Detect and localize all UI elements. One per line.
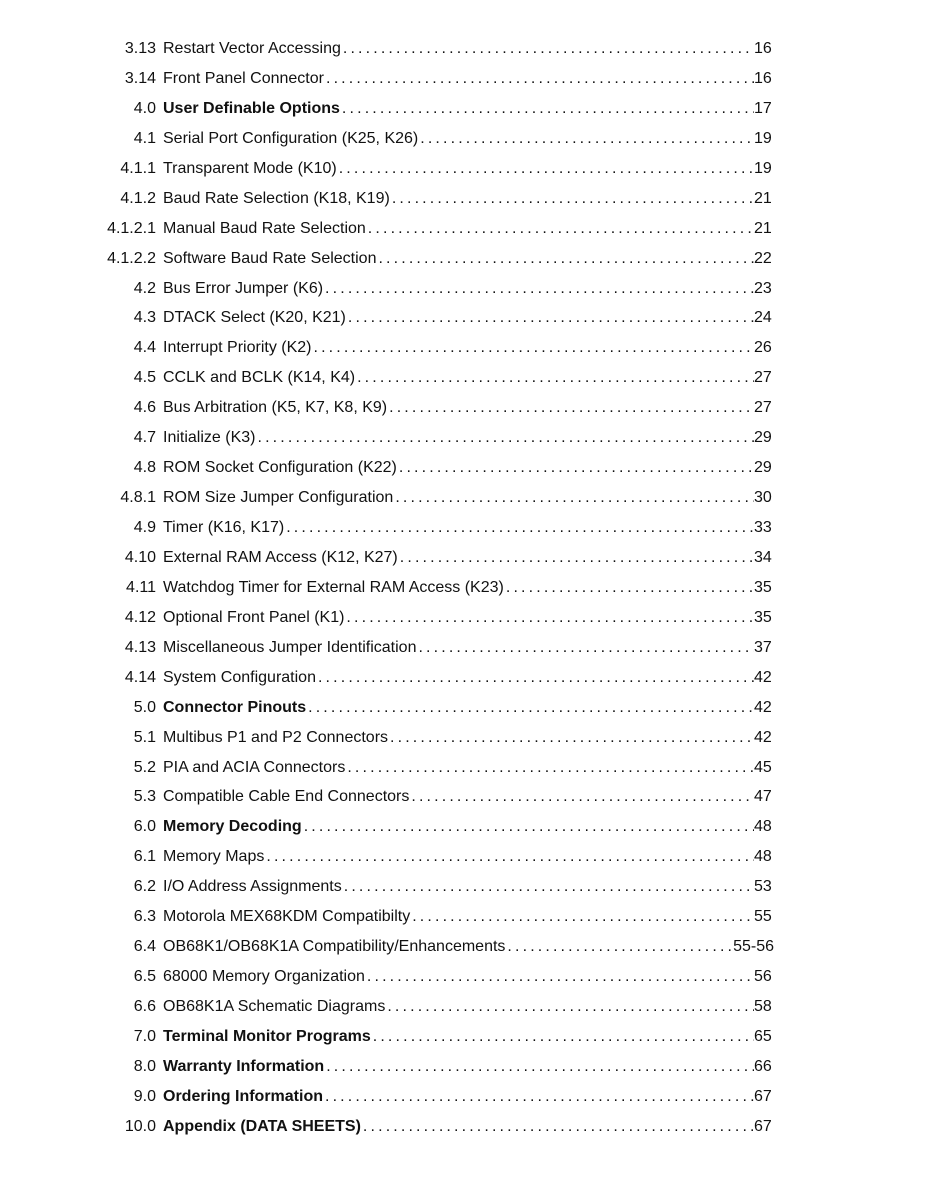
toc-entry: [0, 573, 929, 603]
dot-leader: [399, 453, 754, 483]
dot-leader: [357, 363, 754, 393]
toc-entry-line: [163, 603, 774, 633]
toc-entry: [0, 932, 929, 962]
section-title: System Configuration: [163, 668, 316, 686]
toc-entry: [0, 543, 929, 573]
page-number: 42: [754, 698, 772, 716]
section-title: Compatible Cable End Connectors: [163, 788, 410, 806]
dot-leader: [344, 872, 754, 902]
section-number: 7.0: [133, 1027, 156, 1045]
page-number: 27: [754, 399, 772, 417]
dot-leader: [325, 274, 754, 304]
section-number: 4.8.1: [120, 489, 156, 507]
section-number: 4.13: [124, 638, 156, 656]
dot-leader: [400, 543, 754, 573]
dot-leader: [387, 992, 754, 1022]
toc-entry: [0, 303, 929, 333]
section-number: 6.1: [133, 848, 156, 866]
page-number: 22: [754, 249, 772, 267]
page-number: 27: [754, 369, 772, 387]
section-title: Transparent Mode (K10): [163, 159, 337, 177]
toc-entry-line: [163, 274, 774, 304]
toc-entry: [0, 633, 929, 663]
toc-entry-line: [163, 693, 774, 723]
dot-leader: [395, 483, 754, 513]
toc-entry-line: [163, 1112, 774, 1142]
page-number: 17: [754, 99, 772, 117]
section-title: Optional Front Panel (K1): [163, 608, 345, 626]
toc-entry: [0, 812, 929, 842]
section-title: Front Panel Connector: [163, 69, 324, 87]
page-number: 24: [754, 309, 772, 327]
section-title: Timer (K16, K17): [163, 519, 285, 536]
section-title: Multibus P1 and P2 Connectors: [163, 728, 389, 746]
dot-leader: [326, 1052, 754, 1082]
dot-leader: [348, 303, 754, 333]
page-number: 19: [754, 129, 772, 147]
section-number: 4.11: [126, 578, 156, 596]
section-number: 4.9: [133, 519, 156, 536]
toc-entry-line: [163, 453, 774, 483]
section-title: Interrupt Priority (K2): [163, 339, 312, 357]
section-title: Restart Vector Accessing: [163, 40, 341, 57]
dot-leader: [318, 663, 754, 693]
dot-leader: [308, 693, 754, 723]
page-number: 47: [754, 788, 772, 806]
section-title: CCLK and BCLK (K14, K4): [163, 369, 356, 387]
toc-entry-line: [163, 543, 774, 573]
dot-leader: [392, 184, 754, 214]
page-number: 33: [754, 519, 772, 536]
toc-entry: [0, 1022, 929, 1052]
section-title: Bus Error Jumper (K6): [163, 279, 324, 297]
dot-leader: [420, 124, 754, 154]
dot-leader: [378, 244, 754, 274]
toc-entry-line: [163, 842, 774, 872]
section-number: 4.10: [124, 548, 156, 566]
toc-entry: [0, 423, 929, 453]
toc-entry: [0, 902, 929, 932]
section-number: 4.14: [124, 668, 156, 686]
page-number: 58: [754, 998, 772, 1015]
toc-entry-line: [163, 184, 774, 214]
page-number: 21: [754, 219, 772, 237]
dot-leader: [325, 1082, 754, 1112]
page-number: 23: [754, 279, 772, 297]
toc-entry: [0, 513, 929, 543]
toc-entry-line: [163, 303, 774, 333]
section-number: 4.1.2: [120, 189, 156, 207]
section-title: DTACK Select (K20, K21): [163, 309, 346, 327]
toc-entry-line: [163, 94, 774, 124]
page-number: 53: [754, 878, 772, 896]
page-number: 16: [754, 69, 772, 87]
toc-entry: [0, 124, 929, 154]
page-number: 48: [754, 848, 772, 866]
toc-entry-line: [163, 333, 774, 363]
section-number: 9.0: [133, 1087, 156, 1105]
section-number: 4.1.2.2: [107, 249, 156, 267]
toc-entry: [0, 333, 929, 363]
section-title: Initialize (K3): [163, 429, 256, 447]
page-number: 55: [754, 908, 772, 926]
section-title: Ordering Information: [163, 1087, 323, 1105]
section-number: 4.12: [124, 608, 156, 626]
toc-entry: [0, 244, 929, 274]
table-of-contents: [0, 34, 929, 1142]
toc-entry-line: [163, 663, 774, 693]
toc-entry-line: [163, 962, 774, 992]
toc-entry: [0, 363, 929, 393]
toc-entry: [0, 603, 929, 633]
dot-leader: [266, 842, 754, 872]
dot-leader: [326, 64, 754, 94]
section-number: 4.1.2.1: [107, 219, 156, 237]
toc-entry-line: [163, 244, 774, 274]
toc-entry: [0, 453, 929, 483]
toc-entry-line: [163, 1052, 774, 1082]
toc-entry: [0, 1082, 929, 1112]
dot-leader: [412, 902, 754, 932]
section-title: External RAM Access (K12, K27): [163, 548, 398, 566]
section-title: Memory Decoding: [163, 818, 302, 836]
section-title: Baud Rate Selection (K18, K19): [163, 189, 390, 207]
section-number: 6.4: [133, 938, 156, 956]
toc-entry: [0, 1112, 929, 1142]
page-number: 66: [754, 1057, 772, 1075]
dot-leader: [257, 423, 754, 453]
toc-entry: [0, 992, 929, 1022]
toc-entry-line: [163, 872, 774, 902]
page-number: 26: [754, 339, 772, 357]
section-number: 5.0: [133, 698, 156, 716]
dot-leader: [286, 513, 754, 543]
page-number: 19: [754, 159, 772, 177]
page-number: 34: [754, 548, 772, 566]
section-title: Miscellaneous Jumper Identification: [163, 638, 417, 656]
section-number: 6.2: [133, 878, 156, 896]
dot-leader: [339, 154, 754, 184]
dot-leader: [373, 1022, 754, 1052]
toc-entry-line: [163, 782, 774, 812]
section-number: 4.8: [133, 459, 156, 477]
section-title: Motorola MEX68KDM Compatibilty: [163, 908, 411, 926]
section-number: 5.2: [133, 758, 156, 776]
section-title: User Definable Options: [163, 99, 340, 117]
toc-entry: [0, 663, 929, 693]
section-number: 4.6: [133, 399, 156, 417]
section-title: Connector Pinouts: [163, 698, 307, 716]
toc-entry: [0, 1052, 929, 1082]
dot-leader: [363, 1112, 754, 1142]
dot-leader: [342, 94, 754, 124]
page-number: 67: [754, 1087, 772, 1105]
page-number: 29: [754, 429, 772, 447]
page-number: 48: [754, 818, 772, 836]
section-number: 6.3: [133, 908, 156, 926]
dot-leader: [389, 393, 754, 423]
toc-entry-line: [163, 992, 774, 1022]
page-number: 35: [754, 608, 772, 626]
toc-entry-line: [163, 34, 774, 64]
section-number: 4.0: [133, 99, 156, 117]
section-number: 4.3: [133, 309, 156, 327]
section-title: OB68K1/OB68K1A Compatibility/Enhancements: [163, 938, 506, 956]
page-number: 45: [754, 758, 772, 776]
dot-leader: [313, 333, 754, 363]
toc-entry-line: [163, 513, 774, 543]
page-number: 42: [754, 728, 772, 746]
section-title: Watchdog Timer for External RAM Access (K23): [163, 578, 504, 596]
page-number: 55-56: [733, 938, 774, 956]
toc-entry-line: [163, 64, 774, 94]
toc-entry: [0, 184, 929, 214]
dot-leader: [418, 633, 754, 663]
dot-leader: [390, 723, 754, 753]
section-number: 4.4: [133, 339, 156, 357]
toc-entry-line: [163, 1082, 774, 1112]
section-title: ROM Socket Configuration (K22): [163, 459, 397, 477]
page-number: 30: [754, 489, 772, 507]
dot-leader: [346, 603, 754, 633]
toc-entry-line: [163, 363, 774, 393]
page-number: 56: [754, 968, 772, 986]
dot-leader: [411, 782, 754, 812]
dot-leader: [304, 812, 754, 842]
section-title: 68000 Memory Organization: [163, 968, 365, 986]
toc-entry: [0, 693, 929, 723]
dot-leader: [343, 34, 754, 64]
toc-entry-line: [163, 812, 774, 842]
toc-entry-line: [163, 902, 774, 932]
toc-entry-line: [163, 573, 774, 603]
toc-entry: [0, 842, 929, 872]
section-number: 3.14: [124, 69, 156, 87]
toc-entry: [0, 483, 929, 513]
section-title: OB68K1A Schematic Diagrams: [163, 998, 386, 1015]
toc-entry: [0, 274, 929, 304]
toc-entry-line: [163, 932, 774, 962]
toc-entry-line: [163, 483, 774, 513]
section-title: Appendix (DATA SHEETS): [163, 1117, 361, 1135]
section-number: 6.5: [133, 968, 156, 986]
section-number: 10.0: [124, 1117, 156, 1135]
toc-entry: [0, 34, 929, 64]
toc-entry-line: [163, 124, 774, 154]
section-title: PIA and ACIA Connectors: [163, 758, 346, 776]
toc-entry-line: [163, 423, 774, 453]
section-number: 6.6: [133, 998, 156, 1015]
section-title: Bus Arbitration (K5, K7, K8, K9): [163, 399, 388, 417]
toc-entry-line: [163, 214, 774, 244]
dot-leader: [368, 214, 754, 244]
toc-entry-line: [163, 753, 774, 783]
toc-entry-line: [163, 393, 774, 423]
page-number: 65: [754, 1027, 772, 1045]
toc-entry: [0, 962, 929, 992]
section-title: Warranty Information: [163, 1057, 325, 1075]
dot-leader: [347, 753, 754, 783]
dot-leader: [506, 573, 754, 603]
toc-entry: [0, 154, 929, 184]
section-number: 5.1: [133, 728, 156, 746]
section-number: 4.1: [133, 129, 156, 147]
toc-entry: [0, 94, 929, 124]
section-title: Software Baud Rate Selection: [163, 249, 377, 267]
section-number: 8.0: [133, 1057, 156, 1075]
page-number: 21: [754, 189, 772, 207]
section-title: Serial Port Configuration (K25, K26): [163, 129, 419, 147]
toc-entry-line: [163, 154, 774, 184]
page-number: 29: [754, 459, 772, 477]
section-number: 3.13: [124, 40, 156, 57]
section-title: Terminal Monitor Programs: [163, 1027, 371, 1045]
section-number: 4.2: [133, 279, 156, 297]
toc-entry: [0, 64, 929, 94]
toc-entry: [0, 872, 929, 902]
section-title: Manual Baud Rate Selection: [163, 219, 366, 237]
toc-entry-line: [163, 723, 774, 753]
toc-entry-line: [163, 1022, 774, 1052]
page-number: 67: [754, 1117, 772, 1135]
page-number: 42: [754, 668, 772, 686]
dot-leader: [367, 962, 754, 992]
toc-entry-line: [163, 633, 774, 663]
section-number: 4.5: [133, 369, 156, 387]
section-title: ROM Size Jumper Configuration: [163, 489, 394, 507]
page-number: 37: [754, 638, 772, 656]
page-number: 35: [754, 578, 772, 596]
toc-entry: [0, 723, 929, 753]
toc-entry: [0, 214, 929, 244]
page-number: 16: [754, 40, 772, 57]
toc-entry: [0, 753, 929, 783]
section-title: I/O Address Assignments: [163, 878, 342, 896]
section-number: 4.1.1: [120, 159, 156, 177]
section-number: 4.7: [133, 429, 156, 447]
toc-entry: [0, 782, 929, 812]
section-title: Memory Maps: [163, 848, 265, 866]
toc-entry: [0, 393, 929, 423]
dot-leader: [507, 932, 733, 962]
section-number: 6.0: [133, 818, 156, 836]
section-number: 5.3: [133, 788, 156, 806]
